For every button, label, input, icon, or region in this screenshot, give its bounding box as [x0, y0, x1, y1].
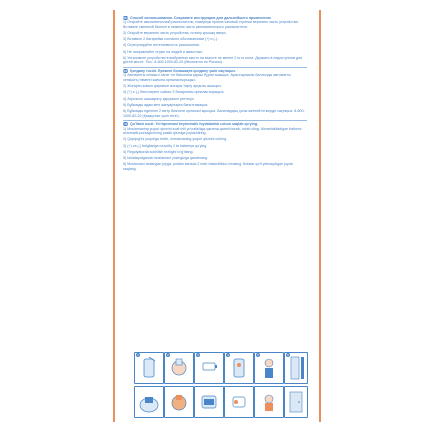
hand-icon: [165, 353, 193, 383]
section-heading: Қолдану тәсілі. Ережені болашақта қолдану үшін сақтаңыз.: [130, 69, 236, 74]
illustration-panel: [120, 352, 310, 418]
step-illustration-door: [284, 386, 308, 418]
toggle-icon: [225, 387, 253, 417]
section-heading: Qo'llash usuli. Yo'riqnomani keyinchalik foydalanish uchun saqlab qo'ying.: [130, 122, 259, 127]
regulator-icon: [225, 353, 253, 383]
section-kz: [123, 69, 307, 118]
step-number-badge: 3: [197, 353, 199, 357]
right-frame-stripe: [319, 10, 321, 422]
door-icon: [285, 387, 307, 417]
step-line: 5) Ishlatayotganda moslamani yuzingizga qaratmang.: [123, 156, 209, 161]
step-line: 5) Не направляйте струю на людей и животных.: [123, 49, 204, 54]
step-line: 2) Жоғарғы жағын қақпағын жоғары тарту арқылы ашыңыз.: [123, 84, 222, 89]
step-illustration-orange-hand: [164, 386, 194, 418]
step-number-badge: 1: [137, 353, 139, 357]
step-line: 4) Regulyatorda sochilish tezligini to'g'rilang.: [123, 149, 194, 154]
step-line: 3) (+) и (-) белгілеріне сәйкес 2 батареяны орналастырыңыз.: [123, 90, 225, 95]
step-number-badge: 6: [287, 353, 289, 357]
step-illustration-toggle: [224, 386, 254, 418]
step-line: 1) Откройте автоматический распылитель, повернув против часовой стрелки верхнюю часть устройства. Вставьте сменный баллон в нижнюю часть автоматического распылителя.: [123, 20, 299, 29]
step-number-badge: 2: [167, 353, 169, 357]
battery-icon: [195, 353, 223, 383]
left-frame-stripe: [113, 10, 115, 422]
step-line: 4) Отрегулируйте интенсивность распыления.: [123, 43, 201, 48]
section-divider: [123, 120, 307, 121]
battery-icon: [195, 387, 223, 417]
step-line: 2) Откройте верхнюю часть устройства, потяну крышку вверх.: [123, 30, 227, 35]
section-divider: [123, 67, 307, 68]
language-badge: RU: [123, 16, 128, 20]
step-line: 3) Вставьте 2 батарейки согласно обозначениям (+) и (-).: [123, 37, 219, 42]
step-illustration-6: [284, 352, 308, 384]
step-line: 6) Moslamani tanlangan joyga, poldan kamida 2 metr balandlikka o'rnating. Bolalar qo'li yetmaydigan joyda saqlang.: [123, 162, 293, 171]
person-icon: [255, 387, 283, 417]
section-ru: [123, 16, 307, 65]
step-illustration-kid: [254, 386, 284, 418]
instruction-text: [123, 16, 307, 173]
open-device-icon: [135, 353, 163, 383]
step-line: 2) Qopqog'ini yuqoriga tortib, moslamaning yuqori qismini oching.: [123, 137, 227, 142]
step-illustration-3: [194, 352, 224, 384]
step-illustration-spray: [134, 386, 164, 418]
language-badge: KZ: [123, 69, 128, 74]
step-line: 1) Moslamaning yuqori qismini soat mili yo'nalishiga qarama-qarshi burab, ochib oling. Almashtiriladigan ballonni avtomatik purkagichning pastki qismiga joylashtiring.: [123, 126, 302, 135]
step-line: 3) (+) va (-) belgilariga muvofiq 2 ta batareya qo'ying.: [123, 143, 208, 148]
step-line: 6) Бұйымды еденнен 2 метр биіктікте орналастырыңыз. Балалардың қолы жетпейтін жерде сақтаңыз. 8-800-1000-82-20 (Қазақстан үшін тегін).: [123, 109, 305, 118]
step-line: 1) Автоматты сепкішті сағат тіл бағытына қарсы бұрап ашыңыз. Ауыстырмалы баллонды автоматты сепкіштің төменгі жағына орналастырыңыз.: [123, 73, 291, 82]
step-illustration-1: [134, 352, 164, 384]
spray-device-icon: [135, 387, 163, 417]
step-line: 4) Аэрозоль шашырату қарқынын реттеңіз.: [123, 96, 195, 101]
step-illustration-4: [224, 352, 254, 384]
person-icon: [255, 353, 283, 383]
step-line: 5) Бұйымды адам мен жануарларға бағыттамаңыз.: [123, 102, 209, 107]
step-line: 6) Установите устройство в выбранное место на высоте не менее 2 м от пола. Держать в недоступном для детей месте. Тел.: 8-800-1000-82-20 (бесплатно по России).: [123, 56, 303, 65]
instruction-leaflet: [113, 10, 316, 422]
step-illustration-5: [254, 352, 284, 384]
section-uz: [123, 122, 307, 171]
wall-mount-icon: [285, 353, 307, 383]
language-badge: UZ: [123, 122, 128, 127]
section-heading: Способ использования. Сохраните инструкцию для дальнейшего применения: [130, 16, 271, 20]
hand-icon: [165, 387, 193, 417]
step-illustration-battery-insert: [194, 386, 224, 418]
step-illustration-2: [164, 352, 194, 384]
step-number-badge: 4: [227, 353, 229, 357]
step-number-badge: 5: [257, 353, 259, 357]
